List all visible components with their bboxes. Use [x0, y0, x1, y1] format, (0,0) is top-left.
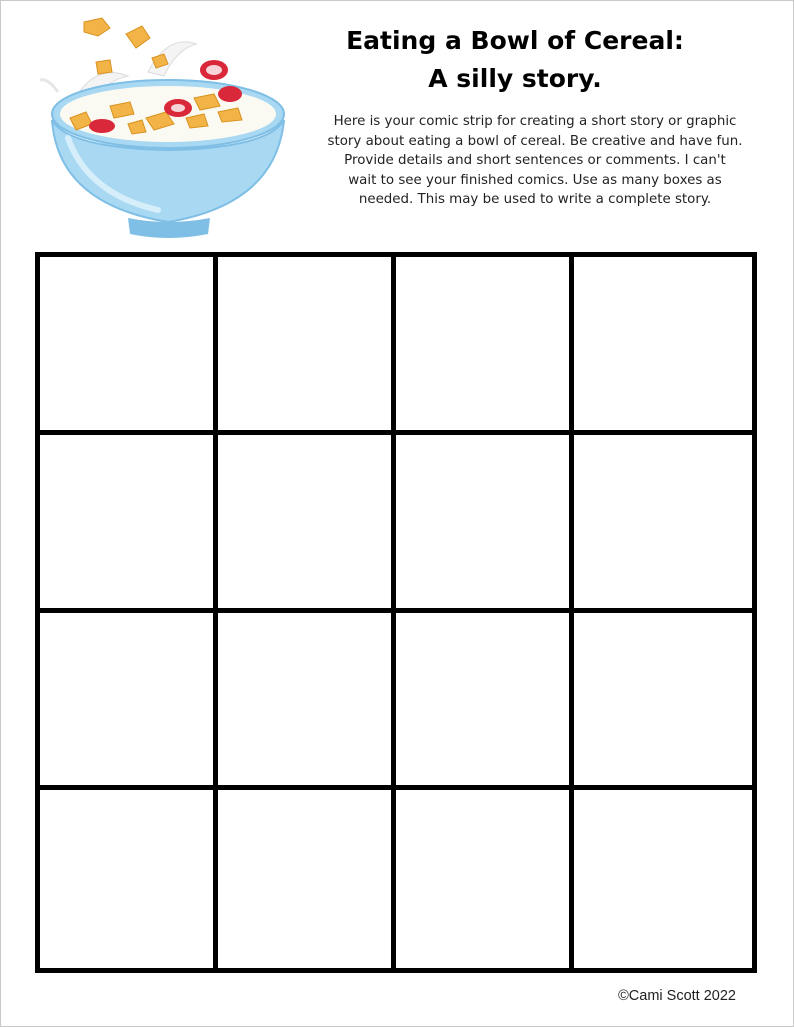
- cereal-bowl-icon: [18, 14, 288, 242]
- comic-panel: [574, 257, 752, 435]
- instructions-line: story about eating a bowl of cereal. Be creative and have fun.: [327, 133, 743, 149]
- comic-panel: [40, 435, 218, 613]
- title-line: A silly story.: [428, 64, 602, 93]
- instructions-line: Here is your comic strip for creating a short story or graphic: [333, 114, 737, 129]
- comic-panel: [574, 613, 752, 791]
- comic-panel: [218, 435, 396, 613]
- comic-panel: [396, 613, 574, 791]
- instructions-line: Provide details and short sentences or comments. I can't: [344, 153, 726, 169]
- comic-panel-grid: [35, 252, 757, 973]
- comic-panel: [218, 613, 396, 791]
- comic-panel: [396, 257, 574, 435]
- instructions-text: [310, 112, 760, 210]
- comic-panel: [218, 790, 396, 968]
- title-line: Eating a Bowl of Cereal:: [346, 26, 684, 55]
- page-title: [305, 22, 725, 98]
- comic-panel: [40, 613, 218, 791]
- comic-panel: [396, 435, 574, 613]
- comic-panel: [40, 257, 218, 435]
- copyright-notice: ©Cami Scott 2022: [618, 988, 736, 1004]
- comic-panel: [396, 790, 574, 968]
- comic-panel: [574, 435, 752, 613]
- comic-panel: [40, 790, 218, 968]
- comic-panel: [218, 257, 396, 435]
- comic-panel: [574, 790, 752, 968]
- instructions-line: wait to see your finished comics. Use as many boxes as: [348, 172, 722, 188]
- instructions-line: needed. This may be used to write a complete story.: [358, 192, 712, 208]
